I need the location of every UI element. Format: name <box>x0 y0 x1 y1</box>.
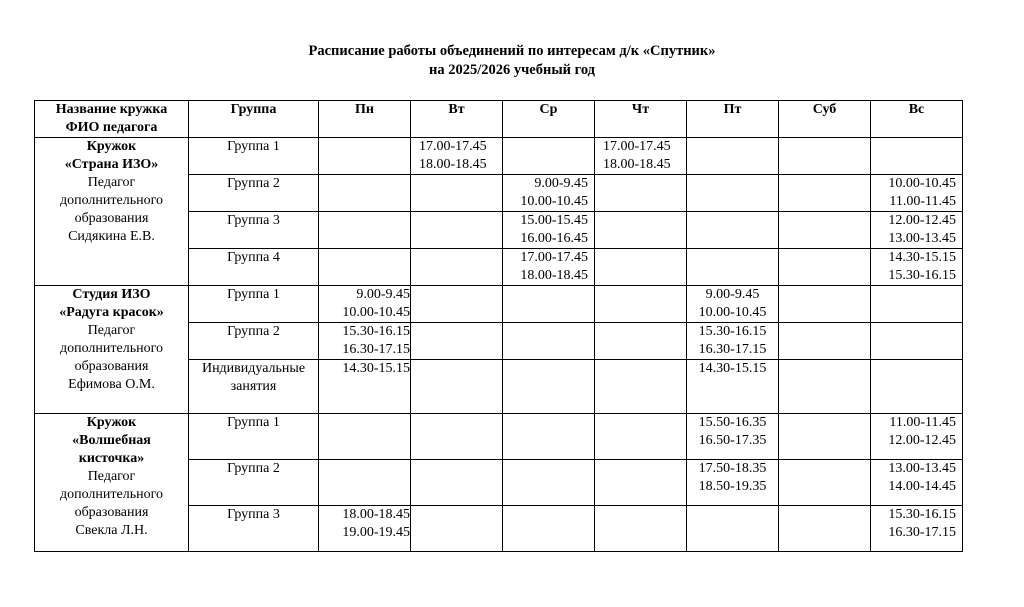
teacher-line: Педагог <box>87 323 136 338</box>
club-cell <box>35 286 189 414</box>
time-cell-wed <box>503 506 595 552</box>
header-group: Группа <box>189 101 319 138</box>
time-slot: 9.00-9.45 <box>534 176 588 191</box>
time-slot: 16.30-17.15 <box>342 342 410 357</box>
time-slot: 19.00-19.45 <box>342 525 410 540</box>
group-name: Индивидуальные занятия <box>189 360 319 414</box>
time-slot: 15.30-16.15 <box>698 324 767 339</box>
time-slot: 9.00-9.45 <box>356 287 410 302</box>
time-slot: 18.00-18.45 <box>342 507 410 522</box>
time-cell-tue <box>411 360 503 414</box>
club-name-line: «Радуга красок» <box>59 305 164 320</box>
time-cell-sun <box>871 323 963 360</box>
time-cell-wed <box>503 414 595 460</box>
time-slot: 17.00-17.45 <box>603 139 671 154</box>
header-day-sun: Вс <box>871 101 963 138</box>
time-slot: 13.00-13.45 <box>888 461 956 476</box>
time-cell-fri <box>687 212 779 249</box>
header-day-fri: Пт <box>687 101 779 138</box>
time-cell-thu <box>595 286 687 323</box>
time-slot: 15.30-16.15 <box>342 324 410 339</box>
time-cell-thu <box>595 249 687 286</box>
time-cell-sat <box>779 506 871 552</box>
time-slot: 18.50-19.35 <box>698 479 767 494</box>
teacher-line: Педагог <box>87 175 136 190</box>
time-cell-thu <box>595 360 687 414</box>
time-cell-fri <box>687 414 779 460</box>
title-line-2: на 2025/2026 учебный год <box>428 62 596 78</box>
time-slot: 15.30-16.15 <box>888 507 956 522</box>
time-cell-sun <box>871 414 963 460</box>
time-cell-sat <box>779 249 871 286</box>
table-row <box>35 138 963 175</box>
time-slot: 10.00-10.45 <box>342 305 410 320</box>
teacher-line: образования <box>74 359 149 374</box>
header-club-line-1: Название кружка <box>55 102 168 117</box>
time-cell-sun <box>871 360 963 414</box>
time-cell-sat <box>779 323 871 360</box>
teacher-line: Свекла Л.Н. <box>75 523 148 538</box>
header-day-wed: Ср <box>503 101 595 138</box>
group-name: Группа 1 <box>189 414 319 460</box>
time-cell-fri <box>687 360 779 414</box>
time-cell-wed <box>503 138 595 175</box>
schedule-table <box>34 100 963 552</box>
table-row <box>35 414 963 460</box>
time-cell-mon <box>319 360 411 414</box>
teacher-line: Ефимова О.М. <box>68 377 155 392</box>
time-cell-tue <box>411 175 503 212</box>
time-cell-fri <box>687 138 779 175</box>
time-cell-tue <box>411 138 503 175</box>
time-slot: 11.00-11.45 <box>889 194 956 209</box>
time-slot: 18.00-18.45 <box>419 157 487 172</box>
time-cell-mon <box>319 414 411 460</box>
time-slot: 16.50-17.35 <box>698 433 767 448</box>
time-cell-fri <box>687 460 779 506</box>
teacher-line: Сидякина Е.В. <box>68 229 155 244</box>
schedule-body <box>35 138 963 552</box>
teacher-line: Педагог <box>87 469 136 484</box>
time-cell-sat <box>779 212 871 249</box>
header-day-mon: Пн <box>319 101 411 138</box>
club-name-line: Кружок <box>86 139 137 154</box>
teacher-line: образования <box>74 505 149 520</box>
time-cell-thu <box>595 138 687 175</box>
time-slot: 12.00-12.45 <box>888 433 956 448</box>
time-cell-sun <box>871 506 963 552</box>
time-slot: 10.00-10.45 <box>698 305 767 320</box>
time-cell-mon <box>319 323 411 360</box>
header-day-sat: Суб <box>779 101 871 138</box>
time-cell-thu <box>595 212 687 249</box>
time-slot: 17.00-17.45 <box>419 139 487 154</box>
time-cell-mon <box>319 212 411 249</box>
club-cell <box>35 138 189 286</box>
header-row <box>35 101 963 138</box>
time-slot: 17.50-18.35 <box>698 461 767 476</box>
header-club-line-2: ФИО педагога <box>65 120 158 135</box>
group-name: Группа 2 <box>189 175 319 212</box>
time-cell-thu <box>595 414 687 460</box>
time-cell-wed <box>503 212 595 249</box>
time-slot: 15.50-16.35 <box>698 415 767 430</box>
time-cell-thu <box>595 460 687 506</box>
time-cell-sat <box>779 175 871 212</box>
time-cell-wed <box>503 286 595 323</box>
time-cell-wed <box>503 460 595 506</box>
time-cell-mon <box>319 506 411 552</box>
time-cell-sun <box>871 249 963 286</box>
time-slot: 18.00-18.45 <box>520 268 588 283</box>
time-cell-thu <box>595 323 687 360</box>
time-cell-mon <box>319 286 411 323</box>
time-cell-sun <box>871 138 963 175</box>
time-cell-sun <box>871 286 963 323</box>
time-cell-sat <box>779 460 871 506</box>
time-slot: 16.30-17.15 <box>698 342 767 357</box>
time-cell-sat <box>779 360 871 414</box>
teacher-line: дополнительного <box>60 487 163 502</box>
time-cell-wed <box>503 323 595 360</box>
time-cell-thu <box>595 175 687 212</box>
time-slot: 12.00-12.45 <box>888 213 956 228</box>
time-slot: 16.00-16.45 <box>520 231 588 246</box>
time-slot: 14.30-15.15 <box>888 250 956 265</box>
time-slot: 14.30-15.15 <box>698 361 767 376</box>
title-line-1: Расписание работы объединений по интересам д/к «Спутник» <box>308 43 716 59</box>
time-cell-wed <box>503 175 595 212</box>
club-name-line: «Страна ИЗО» <box>64 157 159 172</box>
time-cell-tue <box>411 506 503 552</box>
time-slot: 17.00-17.45 <box>520 250 588 265</box>
time-cell-mon <box>319 138 411 175</box>
time-cell-fri <box>687 249 779 286</box>
time-cell-sun <box>871 460 963 506</box>
time-cell-mon <box>319 249 411 286</box>
time-cell-sat <box>779 286 871 323</box>
time-cell-fri <box>687 286 779 323</box>
time-cell-fri <box>687 323 779 360</box>
time-cell-tue <box>411 460 503 506</box>
time-slot: 11.00-11.45 <box>889 415 956 430</box>
table-row <box>35 286 963 323</box>
group-name: Группа 2 <box>189 460 319 506</box>
group-name: Группа 3 <box>189 506 319 552</box>
time-cell-tue <box>411 414 503 460</box>
time-slot: 14.30-15.15 <box>342 361 410 376</box>
time-cell-wed <box>503 249 595 286</box>
header-club <box>35 101 189 138</box>
group-name: Группа 1 <box>189 138 319 175</box>
time-slot: 15.00-15.45 <box>520 213 588 228</box>
time-cell-wed <box>503 360 595 414</box>
group-name: Группа 3 <box>189 212 319 249</box>
teacher-line: дополнительного <box>60 341 163 356</box>
time-slot: 13.00-13.45 <box>888 231 956 246</box>
time-cell-fri <box>687 506 779 552</box>
time-cell-sun <box>871 212 963 249</box>
time-slot: 10.00-10.45 <box>888 176 956 191</box>
time-cell-mon <box>319 460 411 506</box>
time-slot: 10.00-10.45 <box>520 194 588 209</box>
time-slot: 16.30-17.15 <box>888 525 956 540</box>
document-title <box>0 42 1024 80</box>
time-cell-sun <box>871 175 963 212</box>
time-cell-sat <box>779 414 871 460</box>
group-name: Группа 1 <box>189 286 319 323</box>
time-slot: 9.00-9.45 <box>705 287 760 302</box>
time-cell-fri <box>687 175 779 212</box>
club-cell <box>35 414 189 552</box>
teacher-line: дополнительного <box>60 193 163 208</box>
time-cell-tue <box>411 212 503 249</box>
club-name-line: кисточка» <box>78 451 145 466</box>
club-name-line: Студия ИЗО <box>72 287 151 302</box>
header-day-tue: Вт <box>411 101 503 138</box>
header-day-thu: Чт <box>595 101 687 138</box>
time-slot: 15.30-16.15 <box>888 268 956 283</box>
group-name: Группа 2 <box>189 323 319 360</box>
time-slot: 18.00-18.45 <box>603 157 671 172</box>
time-cell-sat <box>779 138 871 175</box>
group-name: Группа 4 <box>189 249 319 286</box>
time-cell-tue <box>411 286 503 323</box>
time-slot: 14.00-14.45 <box>888 479 956 494</box>
time-cell-tue <box>411 323 503 360</box>
time-cell-thu <box>595 506 687 552</box>
time-cell-tue <box>411 249 503 286</box>
club-name-line: «Волшебная <box>72 433 151 448</box>
time-cell-mon <box>319 175 411 212</box>
teacher-line: образования <box>74 211 149 226</box>
club-name-line: Кружок <box>86 415 137 430</box>
